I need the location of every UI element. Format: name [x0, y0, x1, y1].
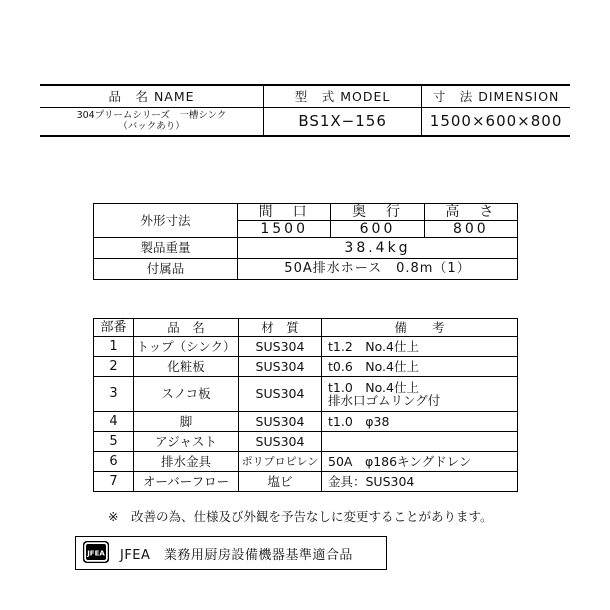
part-name: オーバーフロー — [134, 472, 239, 492]
part-remarks: t1.0 φ38 — [322, 412, 518, 432]
parts-head-no: 部番 — [94, 319, 134, 337]
product-name-line1: 304プリームシリーズ 一槽シンク — [76, 110, 227, 122]
part-remarks — [322, 377, 518, 412]
part-remarks: 金具：SUS304 — [322, 472, 518, 492]
svg-text:JFEA: JFEA — [87, 549, 105, 558]
part-material: SUS304 — [239, 337, 322, 357]
part-remarks: t0.6 No.4仕上 — [322, 357, 518, 377]
part-name: 脚 — [134, 412, 239, 432]
weight-label: 製品重量 — [94, 238, 238, 259]
table-row — [94, 472, 518, 492]
spec-head-dimension: 寸 法 DIMENSION — [422, 85, 570, 108]
parts-head-remarks: 備 考 — [322, 319, 518, 337]
spec-dimension: 1500×600×800 — [429, 111, 563, 130]
product-name-line2: （バックあり） — [118, 120, 185, 132]
spec-table — [40, 84, 570, 137]
part-remarks-line1: t1.0 No.4仕上 — [328, 379, 419, 395]
spec-head-name: 品 名 NAME — [40, 85, 264, 108]
table-row — [94, 452, 518, 472]
table-row — [94, 412, 518, 432]
part-no: 2 — [94, 357, 134, 377]
part-material: 塩ビ — [239, 472, 322, 492]
spec-product-name — [40, 108, 264, 137]
part-name: アジャスト — [134, 432, 239, 452]
part-material: ポリプロピレン — [239, 452, 322, 472]
part-material: SUS304 — [239, 357, 322, 377]
part-name: スノコ板 — [134, 377, 239, 412]
table-row — [94, 432, 518, 452]
depth-label: 奥 行 — [331, 204, 424, 221]
table-row — [94, 357, 518, 377]
table-row — [94, 377, 518, 412]
part-no: 1 — [94, 337, 134, 357]
table-row — [94, 337, 518, 357]
part-material: SUS304 — [239, 432, 322, 452]
part-remarks-line2: 排水口ゴムリング付 — [328, 393, 441, 408]
spec-head-model: 型 式 MODEL — [264, 85, 422, 108]
dims-table — [93, 203, 518, 280]
part-name: トップ（シンク） — [134, 337, 239, 357]
jfea-badge-text: JFEA 業務用厨房設備機器基準適合品 — [120, 548, 353, 563]
part-no: 4 — [94, 412, 134, 432]
jfea-logo-icon — [83, 541, 109, 563]
part-name: 排水金具 — [134, 452, 239, 472]
part-remarks — [322, 432, 518, 452]
part-remarks: 50A φ186キングドレン — [322, 452, 518, 472]
height-value: 800 — [424, 221, 517, 238]
outer-dims-label: 外形寸法 — [94, 204, 238, 238]
height-label: 高 さ — [424, 204, 517, 221]
part-remarks: t1.2 No.4仕上 — [322, 337, 518, 357]
part-name: 化粧板 — [134, 357, 239, 377]
accessory-label: 付属品 — [94, 259, 238, 280]
part-no: 5 — [94, 432, 134, 452]
parts-head-material: 材 質 — [239, 319, 322, 337]
part-no: 7 — [94, 472, 134, 492]
parts-table — [93, 318, 518, 492]
depth-value: 600 — [331, 221, 424, 238]
spec-model: BS1X−156 — [264, 108, 422, 137]
accessory-value: 50A排水ホース 0.8m（1） — [238, 259, 518, 280]
width-value: 1500 — [238, 221, 331, 238]
part-no: 6 — [94, 452, 134, 472]
part-no: 3 — [94, 377, 134, 412]
disclaimer-note: ※ 改善の為、仕様及び外観を予告なしに変更することがあります。 — [108, 509, 493, 524]
part-material: SUS304 — [239, 377, 322, 412]
weight-value: 38.4kg — [238, 238, 518, 259]
part-material: SUS304 — [239, 412, 322, 432]
width-label: 間 口 — [238, 204, 331, 221]
parts-head-name: 品 名 — [134, 319, 239, 337]
